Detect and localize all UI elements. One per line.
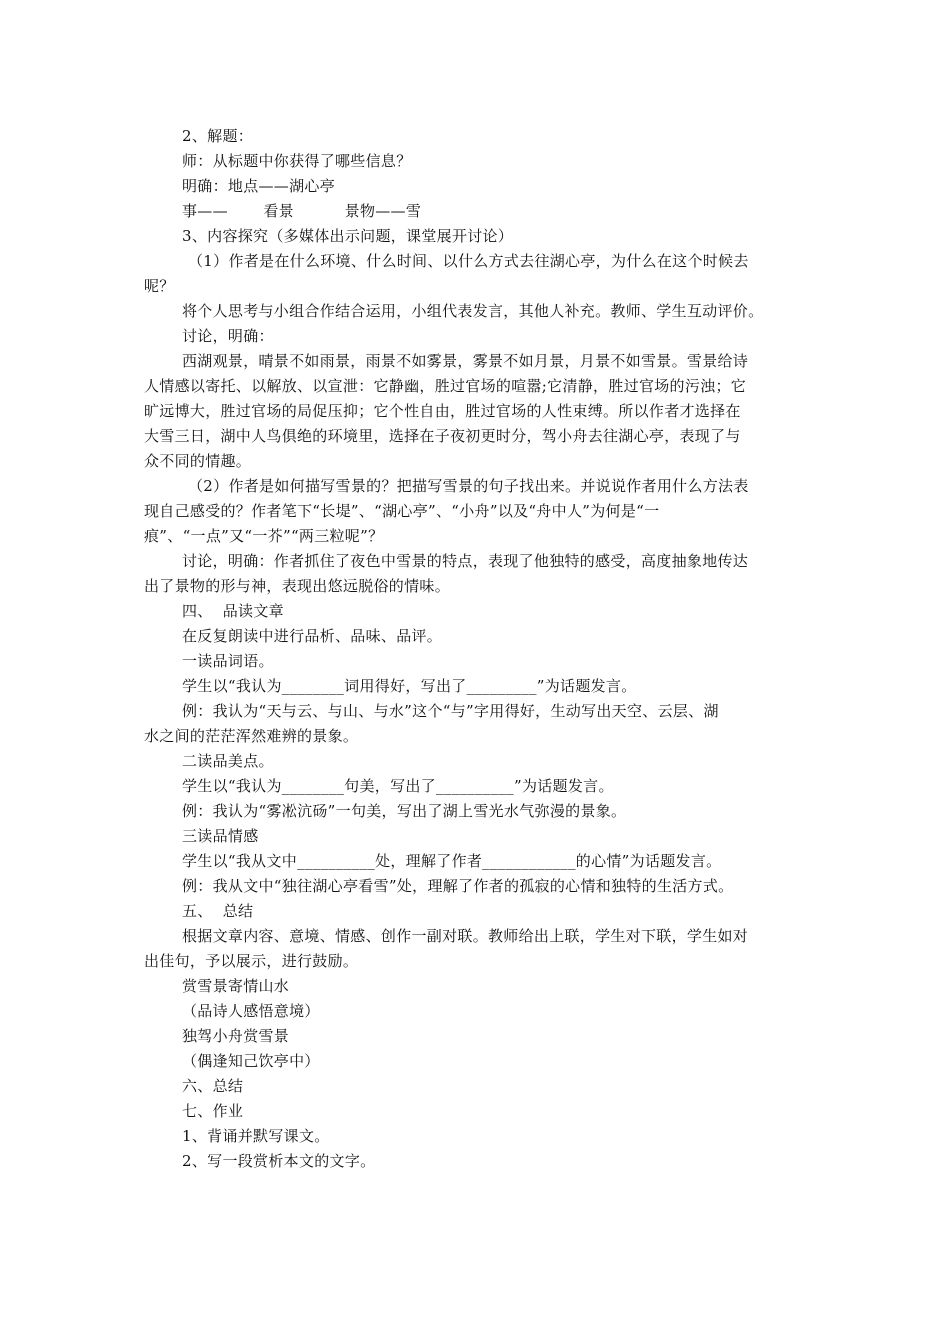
section-heading: 六、总结: [182, 1077, 244, 1095]
couplet-line: （偶逢知己饮亭中）: [182, 1052, 320, 1070]
text-line: 出了景物的形与神，表现出悠远脱俗的情味。: [144, 577, 451, 595]
text-line: 现自己感受的？作者笔下“长堤”、“湖心亭”、“小舟”以及“舟中人”为何是“一: [144, 502, 660, 520]
text-line: 旷远博大，胜过官场的局促压抑；它个性自由，胜过官场的人性束缚。所以作者才选择在: [144, 402, 741, 420]
text-line: 讨论，明确：: [182, 327, 274, 345]
text-line: 3、内容探究（多媒体出示问题，课堂展开讨论）: [182, 227, 514, 245]
text-line: 人情感以寄托、以解放、以宣泄：它静幽，胜过官场的喧嚣;它清静，胜过官场的污浊；它: [144, 377, 747, 395]
text-line: 根据文章内容、意境、情感、创作一副对联。教师给出上联，学生对下联，学生如对: [182, 927, 749, 945]
text-line: 1、背诵并默写课文。: [182, 1127, 330, 1145]
text-line: 痕”、“一点”又“一芥”“两三粒呢”？: [144, 527, 384, 545]
couplet-line: （品诗人感悟意境）: [182, 1002, 320, 1020]
text-line: 在反复朗读中进行品析、品味、品评。: [182, 627, 443, 645]
text-line: 众不同的情趣。: [144, 452, 252, 470]
text-line: 二读品美点。: [182, 752, 274, 770]
text-line: 事—— 看景 景物——雪: [182, 202, 422, 220]
text-line: 2、解题：: [182, 127, 254, 145]
section-heading: 四、 品读文章: [182, 602, 284, 620]
text-line: 例：我认为“雾凇沆砀”一句美，写出了湖上雪光水气弥漫的景象。: [182, 802, 627, 820]
text-line: 出佳句，予以展示，进行鼓励。: [144, 952, 359, 970]
text-line: 例：我认为“天与云、与山、与水”这个“与”字用得好，生动写出天空、云层、湖: [182, 702, 719, 720]
section-heading: 五、 总结: [182, 902, 254, 920]
text-line: 明确：地点——湖心亭: [182, 177, 336, 195]
text-line: 将个人思考与小组合作结合运用，小组代表发言，其他人补充。教师、学生互动评价。: [182, 302, 764, 320]
text-line: 师：从标题中你获得了哪些信息？: [182, 152, 412, 170]
text-line: 讨论，明确：作者抓住了夜色中雪景的特点，表现了他独特的感受，高度抽象地传达: [182, 552, 749, 570]
text-line: 水之间的茫茫浑然难辨的景象。: [144, 727, 359, 745]
text-line: 大雪三日，湖中人鸟俱绝的环境里，选择在子夜初更时分，驾小舟去往湖心亭，表现了与: [144, 427, 741, 445]
text-line: 一读品词语。: [182, 652, 274, 670]
couplet-line: 赏雪景寄情山水: [182, 977, 290, 995]
text-line: 例：我从文中“独往湖心亭看雪”处，理解了作者的孤寂的心情和独特的生活方式。: [182, 877, 734, 895]
text-line: （2）作者是如何描写雪景的？把描写雪景的句子找出来。并说说作者用什么方法表: [188, 477, 749, 495]
text-line: 学生以“我从文中__________处，理解了作者____________的心情”为话题发言。: [182, 852, 722, 870]
couplet-line: 独驾小舟赏雪景: [182, 1027, 290, 1045]
text-line: 学生以“我认为________词用得好，写出了_________”为话题发言。: [182, 677, 637, 695]
text-line: （1）作者是在什么环境、什么时间、以什么方式去往湖心亭，为什么在这个时候去: [188, 252, 749, 270]
text-line: 学生以“我认为________句美，写出了__________”为话题发言。: [182, 777, 614, 795]
section-heading: 七、作业: [182, 1102, 244, 1120]
text-line: 2、写一段赏析本文的文字。: [182, 1152, 376, 1170]
text-line: 呢？: [144, 277, 175, 295]
text-line: 西湖观景，晴景不如雨景，雨景不如雾景，雾景不如月景，月景不如雪景。雪景给诗: [182, 352, 749, 370]
text-line: 三读品情感: [182, 827, 259, 845]
